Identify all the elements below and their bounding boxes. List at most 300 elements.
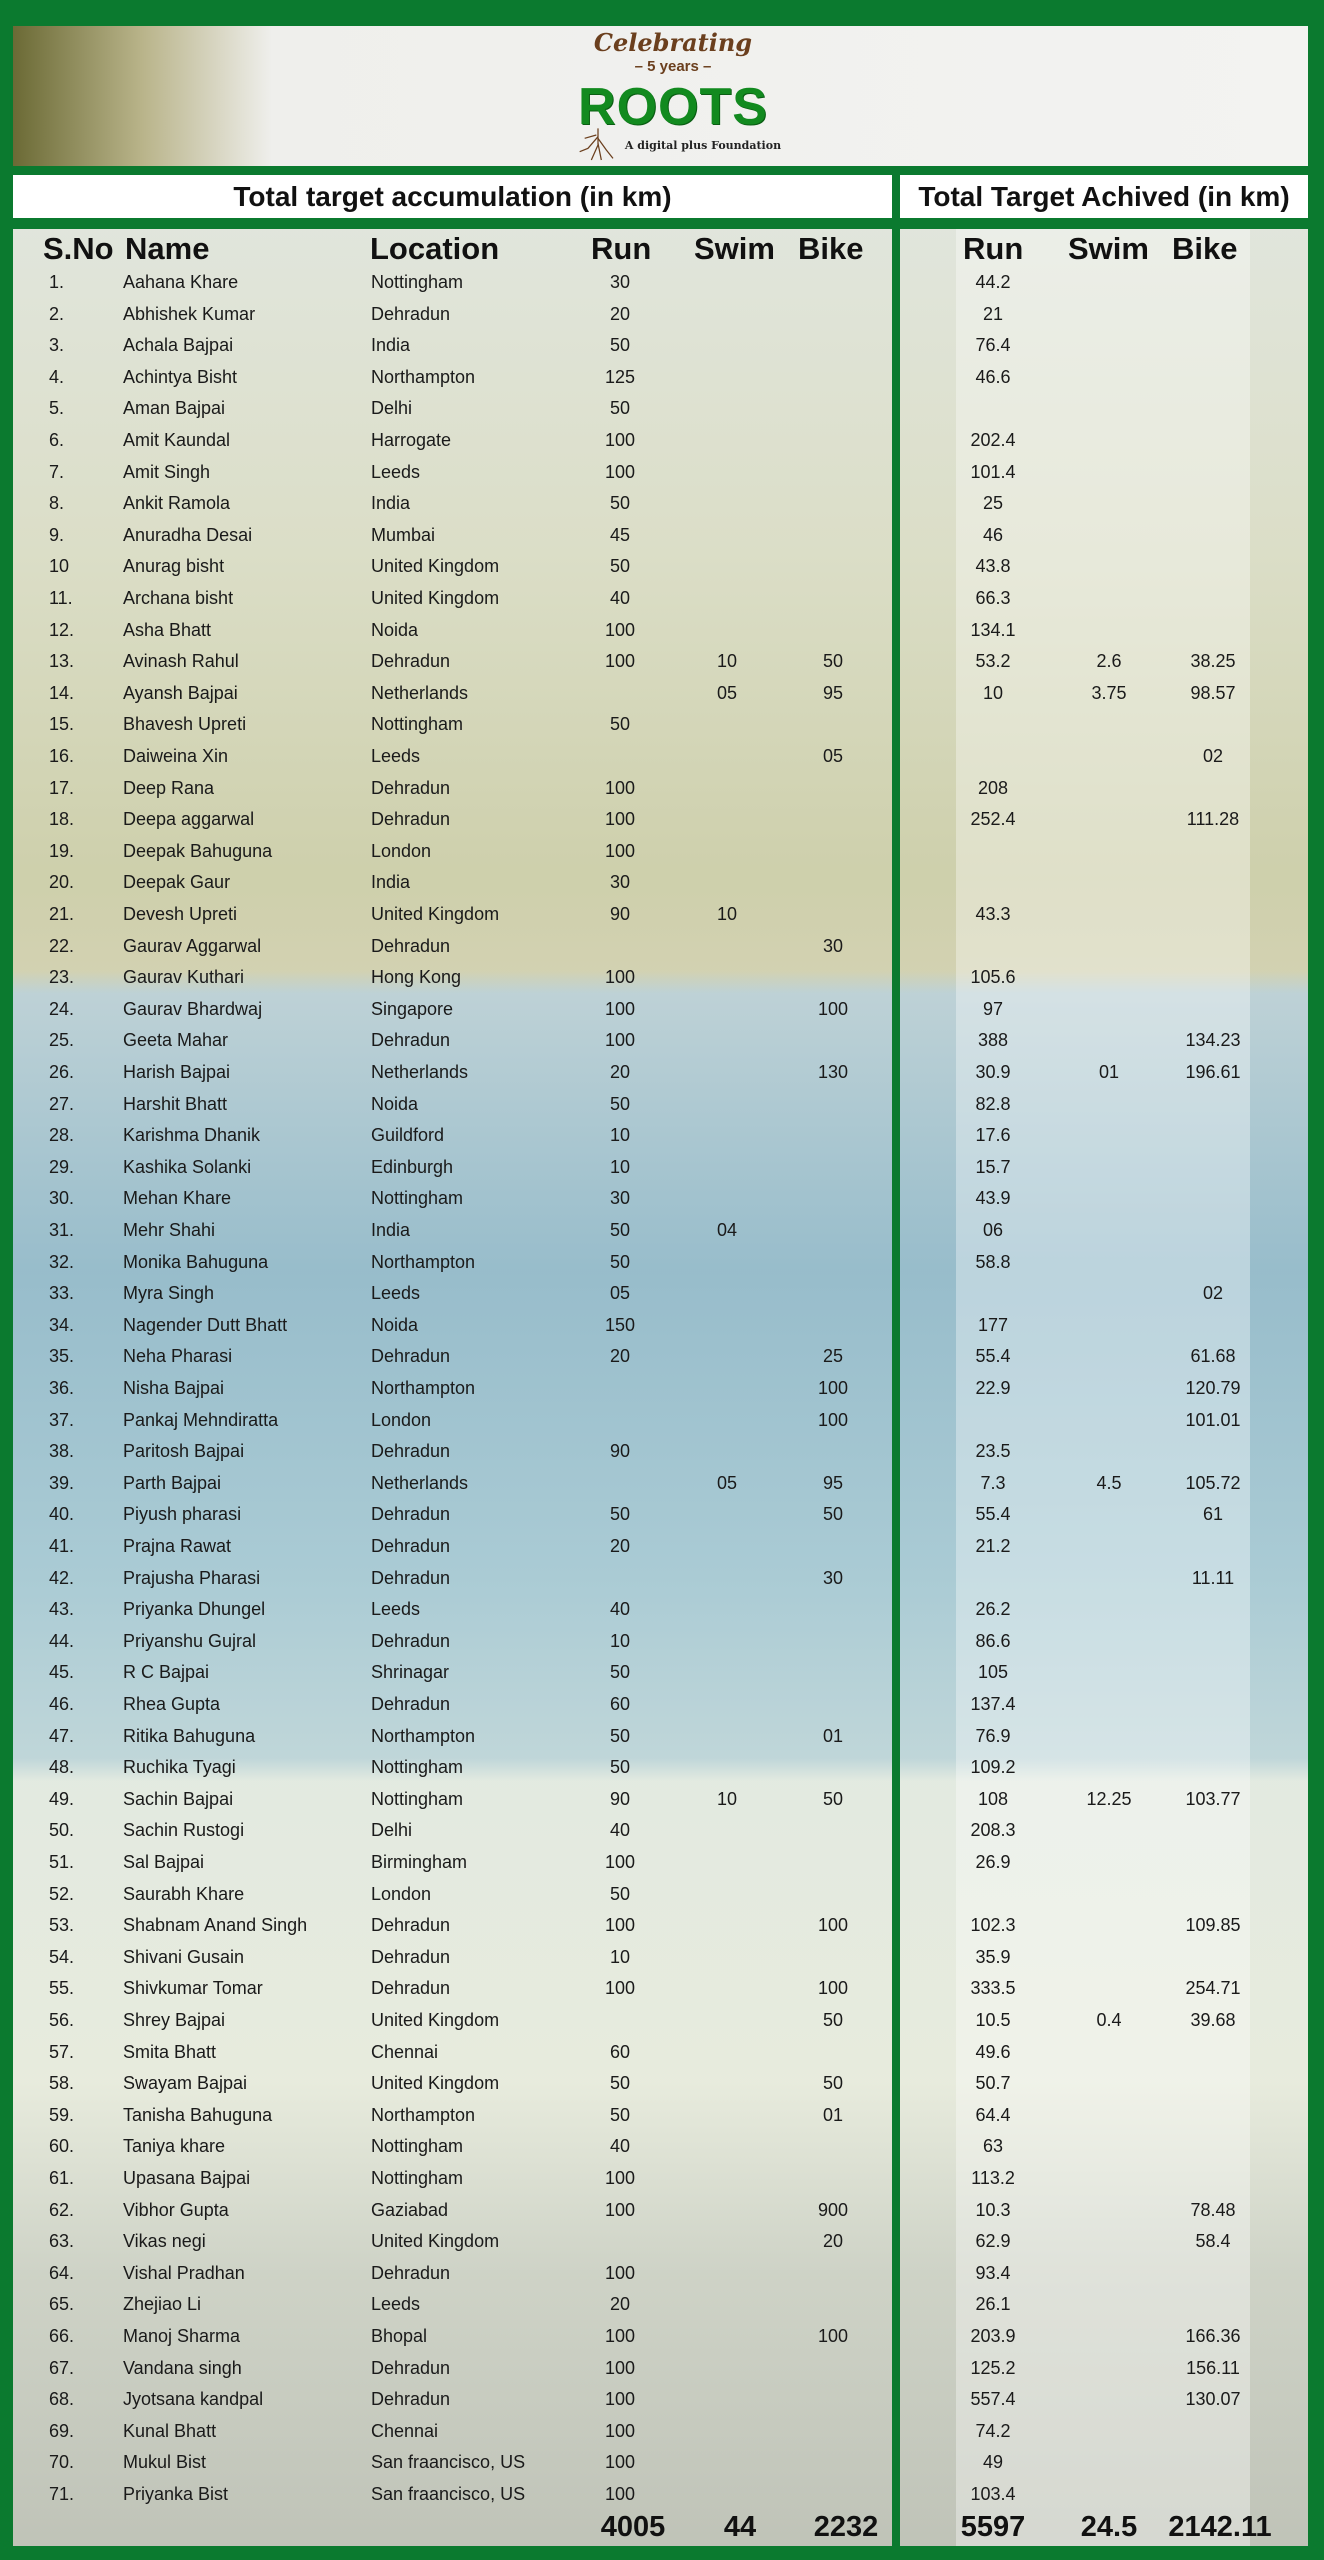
row-51-location: Birmingham: [371, 1852, 468, 1872]
row-11-name: Archana bisht: [123, 588, 234, 608]
row-49-achieved-swim: 12.25: [1086, 1788, 1132, 1809]
row-33-location: Leeds: [371, 1283, 421, 1304]
row-62-achieved-run: 10.3: [975, 2199, 1011, 2220]
row-26-achieved-bike: 196.61: [1185, 1062, 1241, 1082]
row-64-name: Vishal Pradhan: [123, 2262, 245, 2283]
row-25-sno: 25.: [49, 1030, 75, 1051]
row-5-run: 50: [609, 398, 631, 419]
row-17-achieved-run: 208: [977, 777, 1009, 798]
row-16-sno: 16.: [49, 746, 75, 766]
row-39-bike: 95: [822, 1472, 844, 1493]
row-25-name: Geeta Mahar: [123, 1030, 229, 1051]
row-49-achieved-bike: 103.77: [1185, 1788, 1241, 1809]
row-28-sno: 28.: [49, 1125, 75, 1146]
row-50-sno: 50.: [49, 1820, 75, 1841]
row-27-location: Noida: [371, 1093, 419, 1114]
row-19-location: London: [371, 840, 432, 861]
row-36-sno: 36.: [49, 1378, 75, 1398]
header-location: Location: [370, 231, 500, 266]
row-39-sno: 39.: [49, 1472, 75, 1493]
row-14-bike: 95: [822, 682, 844, 703]
row-27-sno: 27.: [49, 1093, 75, 1114]
row-7-sno: 7.: [49, 461, 65, 482]
total-achieved-bike: 2142.11: [1168, 2511, 1272, 2543]
row-38-location: Dehradun: [371, 1441, 451, 1462]
row-44-name: Priyanshu Gujral: [123, 1630, 257, 1651]
row-57-location: Chennai: [371, 2041, 439, 2062]
row-16-achieved-bike: 02: [1202, 746, 1224, 766]
row-64-location: Dehradun: [371, 2262, 451, 2283]
row-23-location: Hong Kong: [371, 967, 462, 988]
row-43-achieved-run: 26.2: [975, 1599, 1011, 1620]
row-20-sno: 20.: [49, 872, 75, 893]
row-53-name: Shabnam Anand Singh: [123, 1915, 308, 1936]
row-62-run: 100: [604, 2199, 636, 2220]
roots-logo: [533, 28, 813, 164]
row-47-achieved-run: 76.9: [975, 1725, 1011, 1746]
row-54-location: Dehradun: [371, 1946, 451, 1967]
row-61-achieved-run: 113.2: [971, 2168, 1015, 2188]
row-31-swim: 04: [716, 1220, 738, 1240]
row-46-location: Dehradun: [371, 1694, 451, 1714]
row-42-achieved-bike: 11.11: [1191, 1567, 1235, 1588]
row-56-achieved-run: 10.5: [975, 2010, 1011, 2030]
row-67-achieved-run: 125.2: [970, 2357, 1016, 2378]
row-12-achieved-run: 134.1: [970, 619, 1016, 640]
row-69-location: Chennai: [371, 2420, 439, 2441]
row-11-location: United Kingdom: [371, 588, 500, 608]
row-67-name: Vandana singh: [123, 2357, 242, 2378]
row-63-achieved-bike: 58.4: [1195, 2231, 1231, 2252]
row-40-location: Dehradun: [371, 1504, 451, 1525]
row-45-name: R C Bajpai: [123, 1662, 210, 1683]
row-61-location: Nottingham: [371, 2168, 464, 2188]
row-17-name: Deep Rana: [123, 777, 215, 798]
logo-celebrating: Celebrating: [593, 28, 753, 57]
row-34-name: Nagender Dutt Bhatt: [123, 1314, 288, 1335]
row-61-run: 100: [604, 2168, 636, 2188]
row-42-bike: 30: [822, 1567, 844, 1588]
row-27-achieved-run: 82.8: [975, 1093, 1011, 1114]
row-56-bike: 50: [822, 2010, 844, 2030]
row-32-achieved-run: 58.8: [975, 1251, 1011, 1272]
row-26-sno: 26.: [49, 1062, 75, 1082]
row-42-location: Dehradun: [371, 1567, 451, 1588]
row-29-sno: 29.: [49, 1156, 75, 1177]
row-22-name: Gaurav Aggarwal: [123, 935, 262, 956]
row-2-run: 20: [609, 303, 631, 324]
row-51-sno: 51.: [49, 1852, 75, 1872]
row-65-location: Leeds: [371, 2294, 421, 2315]
row-28-achieved-run: 17.6: [975, 1125, 1011, 1146]
row-58-bike: 50: [822, 2073, 844, 2094]
row-16-name: Daiweina Xin: [123, 746, 229, 766]
row-52-sno: 52.: [49, 1883, 75, 1904]
row-31-sno: 31.: [49, 1220, 75, 1240]
row-26-name: Harish Bajpai: [123, 1062, 231, 1082]
row-66-name: Manoj Sharma: [123, 2326, 241, 2346]
row-5-sno: 5.: [49, 398, 65, 419]
row-39-achieved-bike: 105.72: [1185, 1472, 1241, 1493]
row-41-name: Prajna Rawat: [123, 1536, 232, 1556]
row-11-run: 40: [609, 588, 631, 608]
row-39-achieved-run: 7.3: [980, 1472, 1006, 1493]
row-68-location: Dehradun: [371, 2389, 451, 2410]
row-23-achieved-run: 105.6: [970, 967, 1016, 988]
row-40-sno: 40.: [49, 1504, 75, 1525]
row-54-achieved-run: 35.9: [975, 1946, 1011, 1967]
row-12-sno: 12.: [49, 619, 75, 640]
row-70-run: 100: [604, 2452, 636, 2473]
row-29-run: 10: [609, 1156, 631, 1177]
row-40-name: Piyush pharasi: [123, 1504, 242, 1525]
row-21-location: United Kingdom: [371, 904, 500, 924]
row-33-achieved-bike: 02: [1202, 1283, 1224, 1304]
row-20-location: India: [371, 872, 411, 893]
row-30-location: Nottingham: [371, 1188, 464, 1209]
row-35-run: 20: [609, 1346, 631, 1367]
row-59-name: Tanisha Bahuguna: [123, 2104, 273, 2125]
row-7-achieved-run: 101.4: [970, 461, 1016, 482]
row-65-name: Zhejiao Li: [123, 2294, 202, 2315]
row-18-location: Dehradun: [371, 809, 451, 830]
row-71-run: 100: [604, 2484, 636, 2504]
row-12-name: Asha Bhatt: [123, 619, 212, 640]
row-16-location: Leeds: [371, 746, 421, 766]
row-13-achieved-run: 53.2: [975, 651, 1011, 672]
row-45-achieved-run: 105: [977, 1662, 1009, 1683]
row-64-run: 100: [604, 2262, 636, 2283]
row-44-location: Dehradun: [371, 1630, 451, 1651]
row-52-location: London: [371, 1883, 432, 1904]
row-42-sno: 42.: [49, 1567, 75, 1588]
row-2-name: Abhishek Kumar: [123, 303, 256, 324]
row-61-sno: 61.: [49, 2168, 75, 2188]
row-22-bike: 30: [822, 935, 844, 956]
row-66-achieved-run: 203.9: [970, 2326, 1016, 2346]
row-66-sno: 66.: [49, 2326, 75, 2346]
row-4-run: 125: [604, 366, 636, 387]
row-31-run: 50: [609, 1220, 631, 1240]
row-37-location: London: [371, 1409, 432, 1430]
row-26-run: 20: [609, 1062, 631, 1082]
row-66-location: Bhopal: [371, 2326, 428, 2346]
header-achieved-bike: Bike: [1172, 231, 1238, 266]
row-35-achieved-run: 55.4: [975, 1346, 1011, 1367]
row-22-sno: 22.: [49, 935, 75, 956]
row-2-location: Dehradun: [371, 303, 451, 324]
row-45-sno: 45.: [49, 1662, 75, 1683]
row-5-name: Aman Bajpai: [123, 398, 226, 419]
row-28-location: Guildford: [371, 1125, 445, 1146]
row-55-run: 100: [604, 1978, 636, 1999]
row-55-achieved-run: 333.5: [970, 1978, 1016, 1999]
row-38-achieved-run: 23.5: [975, 1441, 1011, 1462]
row-24-achieved-run: 97: [982, 998, 1004, 1019]
row-48-run: 50: [609, 1757, 631, 1778]
row-70-achieved-run: 49: [982, 2452, 1004, 2473]
row-35-bike: 25: [822, 1346, 844, 1367]
row-9-achieved-run: 46: [982, 524, 1004, 545]
row-68-achieved-bike: 130.07: [1185, 2389, 1241, 2410]
row-48-achieved-run: 109.2: [970, 1757, 1016, 1778]
row-69-sno: 69.: [49, 2420, 75, 2441]
row-14-location: Netherlands: [371, 682, 469, 703]
total-bike: 2232: [813, 2511, 879, 2543]
row-32-location: Northampton: [371, 1251, 476, 1272]
row-10-location: United Kingdom: [371, 556, 500, 577]
row-37-sno: 37.: [49, 1409, 75, 1430]
row-50-run: 40: [609, 1820, 631, 1841]
row-56-achieved-swim: 0.4: [1096, 2010, 1122, 2030]
row-46-sno: 46.: [49, 1694, 75, 1714]
row-63-location: United Kingdom: [371, 2231, 500, 2252]
row-32-sno: 32.: [49, 1251, 75, 1272]
row-36-bike: 100: [817, 1378, 849, 1398]
row-55-location: Dehradun: [371, 1978, 451, 1999]
row-8-achieved-run: 25: [982, 493, 1004, 514]
row-58-name: Swayam Bajpai: [123, 2073, 248, 2094]
row-38-name: Paritosh Bajpai: [123, 1441, 245, 1462]
row-52-run: 50: [609, 1883, 631, 1904]
row-47-location: Northampton: [371, 1725, 476, 1746]
total-swim: 44: [723, 2511, 757, 2543]
row-65-sno: 65.: [49, 2294, 75, 2315]
row-40-run: 50: [609, 1504, 631, 1525]
row-47-sno: 47.: [49, 1725, 75, 1746]
target-table: [13, 229, 892, 2546]
row-37-bike: 100: [817, 1409, 849, 1430]
row-44-run: 10: [609, 1630, 631, 1651]
row-41-sno: 41.: [49, 1536, 75, 1556]
row-62-achieved-bike: 78.48: [1190, 2199, 1236, 2220]
row-46-run: 60: [609, 1694, 631, 1714]
row-53-bike: 100: [817, 1915, 849, 1936]
row-7-run: 100: [604, 461, 636, 482]
row-48-sno: 48.: [49, 1757, 75, 1778]
row-69-run: 100: [604, 2420, 636, 2441]
row-33-sno: 33.: [49, 1283, 75, 1304]
row-71-sno: 71.: [49, 2484, 75, 2504]
row-70-sno: 70.: [49, 2452, 75, 2473]
row-1-sno: 1.: [49, 272, 65, 292]
row-21-sno: 21.: [49, 904, 75, 924]
row-60-achieved-run: 63: [982, 2136, 1004, 2157]
row-58-run: 50: [609, 2073, 631, 2094]
row-6-location: Harrogate: [371, 430, 452, 450]
row-55-name: Shivkumar Tomar: [123, 1978, 263, 1999]
row-27-name: Harshit Bhatt: [123, 1093, 228, 1114]
row-44-sno: 44.: [49, 1630, 75, 1651]
row-21-name: Devesh Upreti: [123, 904, 238, 924]
header-achieved-run: Run: [963, 231, 1024, 266]
row-56-achieved-bike: 39.68: [1190, 2010, 1236, 2030]
row-13-location: Dehradun: [371, 651, 451, 672]
row-20-name: Deepak Gaur: [123, 872, 231, 893]
row-63-name: Vikas negi: [123, 2231, 206, 2252]
achieved-section-title: Total Target Achived (in km): [900, 175, 1308, 218]
row-38-run: 90: [609, 1441, 631, 1462]
row-62-location: Gaziabad: [371, 2199, 449, 2220]
row-15-location: Nottingham: [371, 714, 464, 735]
row-20-run: 30: [609, 872, 631, 893]
row-49-run: 90: [609, 1788, 631, 1809]
row-3-run: 50: [609, 335, 631, 356]
row-11-achieved-run: 66.3: [975, 588, 1011, 608]
row-4-sno: 4.: [49, 366, 65, 387]
row-31-achieved-run: 06: [982, 1220, 1004, 1240]
row-28-name: Karishma Dhanik: [123, 1125, 261, 1146]
row-1-achieved-run: 44.2: [975, 272, 1011, 292]
row-51-achieved-run: 26.9: [975, 1852, 1011, 1872]
row-67-sno: 67.: [49, 2357, 75, 2378]
row-8-name: Ankit Ramola: [123, 493, 231, 514]
row-13-sno: 13.: [49, 651, 75, 672]
header-bike: Bike: [798, 231, 864, 266]
row-32-name: Monika Bahuguna: [123, 1251, 269, 1272]
row-17-run: 100: [604, 777, 636, 798]
row-21-achieved-run: 43.3: [975, 904, 1011, 924]
row-14-name: Ayansh Bajpai: [123, 682, 238, 703]
row-23-run: 100: [604, 967, 636, 988]
row-24-run: 100: [604, 998, 636, 1019]
row-62-name: Vibhor Gupta: [123, 2199, 229, 2220]
row-12-location: Noida: [371, 619, 419, 640]
target-section-title: Total target accumulation (in km): [13, 175, 892, 218]
row-54-run: 10: [609, 1946, 631, 1967]
row-66-run: 100: [604, 2326, 636, 2346]
achieved-table: [900, 229, 1308, 2546]
row-18-achieved-run: 252.4: [970, 809, 1016, 830]
row-14-achieved-run: 10: [982, 682, 1004, 703]
row-14-achieved-swim: 3.75: [1091, 682, 1127, 703]
row-66-bike: 100: [817, 2326, 849, 2346]
row-45-run: 50: [609, 1662, 631, 1683]
row-49-location: Nottingham: [371, 1788, 464, 1809]
row-59-achieved-run: 64.4: [975, 2104, 1011, 2125]
row-3-achieved-run: 76.4: [975, 335, 1011, 356]
row-65-achieved-run: 26.1: [975, 2294, 1011, 2315]
row-25-location: Dehradun: [371, 1030, 451, 1051]
row-19-run: 100: [604, 840, 636, 861]
row-41-run: 20: [609, 1536, 631, 1556]
row-34-run: 150: [604, 1314, 636, 1335]
row-23-name: Gaurav Kuthari: [123, 967, 245, 988]
row-15-sno: 15.: [49, 714, 75, 735]
row-4-name: Achintya Bisht: [123, 366, 238, 387]
row-26-bike: 130: [817, 1062, 849, 1082]
row-17-sno: 17.: [49, 777, 75, 798]
header-achieved-swim: Swim: [1068, 231, 1149, 266]
row-59-bike: 01: [822, 2104, 844, 2125]
row-49-sno: 49.: [49, 1788, 75, 1809]
row-30-achieved-run: 43.9: [975, 1188, 1011, 1209]
row-64-sno: 64.: [49, 2262, 75, 2283]
row-60-location: Nottingham: [371, 2136, 464, 2157]
row-68-run: 100: [604, 2389, 636, 2410]
row-30-name: Mehan Khare: [123, 1188, 232, 1209]
row-7-location: Leeds: [371, 461, 421, 482]
row-60-run: 40: [609, 2136, 631, 2157]
row-56-sno: 56.: [49, 2010, 75, 2030]
row-2-achieved-run: 21: [982, 303, 1004, 324]
row-9-name: Anuradha Desai: [123, 524, 253, 545]
row-3-name: Achala Bajpai: [123, 335, 234, 356]
row-9-sno: 9.: [49, 524, 65, 545]
row-57-run: 60: [609, 2041, 631, 2062]
row-9-location: Mumbai: [371, 524, 436, 545]
row-68-achieved-run: 557.4: [970, 2389, 1016, 2410]
row-39-name: Parth Bajpai: [123, 1472, 222, 1493]
row-47-run: 50: [609, 1725, 631, 1746]
total-achieved-run: 5597: [960, 2511, 1026, 2543]
row-6-run: 100: [604, 430, 636, 450]
row-29-achieved-run: 15.7: [975, 1156, 1011, 1177]
row-24-location: Singapore: [371, 998, 454, 1019]
row-53-sno: 53.: [49, 1915, 75, 1936]
row-67-location: Dehradun: [371, 2357, 451, 2378]
row-55-sno: 55.: [49, 1978, 75, 1999]
row-29-name: Kashika Solanki: [123, 1156, 252, 1177]
row-50-name: Sachin Rustogi: [123, 1820, 245, 1841]
row-24-name: Gaurav Bhardwaj: [123, 998, 263, 1019]
row-35-name: Neha Pharasi: [123, 1346, 233, 1367]
row-19-name: Deepak Bahuguna: [123, 840, 273, 861]
row-29-location: Edinburgh: [371, 1156, 454, 1177]
row-3-location: India: [371, 335, 411, 356]
row-54-sno: 54.: [49, 1946, 75, 1967]
row-47-bike: 01: [822, 1725, 844, 1746]
row-40-achieved-run: 55.4: [975, 1504, 1011, 1525]
row-65-run: 20: [609, 2294, 631, 2315]
row-26-achieved-run: 30.9: [975, 1062, 1011, 1082]
row-32-run: 50: [609, 1251, 631, 1272]
row-53-achieved-bike: 109.85: [1185, 1915, 1241, 1936]
row-37-name: Pankaj Mehndiratta: [123, 1409, 279, 1430]
row-50-achieved-run: 208.3: [970, 1820, 1016, 1841]
row-71-location: San fraancisco, US: [371, 2484, 526, 2504]
row-10-run: 50: [609, 556, 631, 577]
header-banner: [13, 26, 1308, 166]
row-43-run: 40: [609, 1599, 631, 1620]
row-23-sno: 23.: [49, 967, 75, 988]
row-70-name: Mukul Bist: [123, 2452, 207, 2473]
row-17-location: Dehradun: [371, 777, 451, 798]
row-53-location: Dehradun: [371, 1915, 451, 1936]
row-57-achieved-run: 49.6: [975, 2041, 1011, 2062]
row-49-swim: 10: [716, 1788, 738, 1809]
row-49-achieved-run: 108: [977, 1788, 1009, 1809]
row-3-sno: 3.: [49, 335, 65, 356]
row-4-location: Northampton: [371, 366, 476, 387]
row-13-name: Avinash Rahul: [123, 651, 239, 672]
row-10-name: Anurag bisht: [123, 556, 225, 577]
row-61-name: Upasana Bajpai: [123, 2168, 251, 2188]
row-55-bike: 100: [817, 1978, 849, 1999]
row-49-name: Sachin Bajpai: [123, 1788, 234, 1809]
row-30-run: 30: [609, 1188, 631, 1209]
header-name: Name: [125, 231, 210, 266]
row-56-name: Shrey Bajpai: [123, 2010, 226, 2030]
row-13-bike: 50: [822, 651, 844, 672]
row-42-name: Prajusha Pharasi: [123, 1567, 261, 1588]
row-40-achieved-bike: 61: [1202, 1504, 1224, 1525]
row-63-sno: 63.: [49, 2231, 75, 2252]
row-51-run: 100: [604, 1852, 636, 1872]
row-15-name: Bhavesh Upreti: [123, 714, 247, 735]
row-66-achieved-bike: 166.36: [1185, 2326, 1241, 2346]
row-43-location: Leeds: [371, 1599, 421, 1620]
